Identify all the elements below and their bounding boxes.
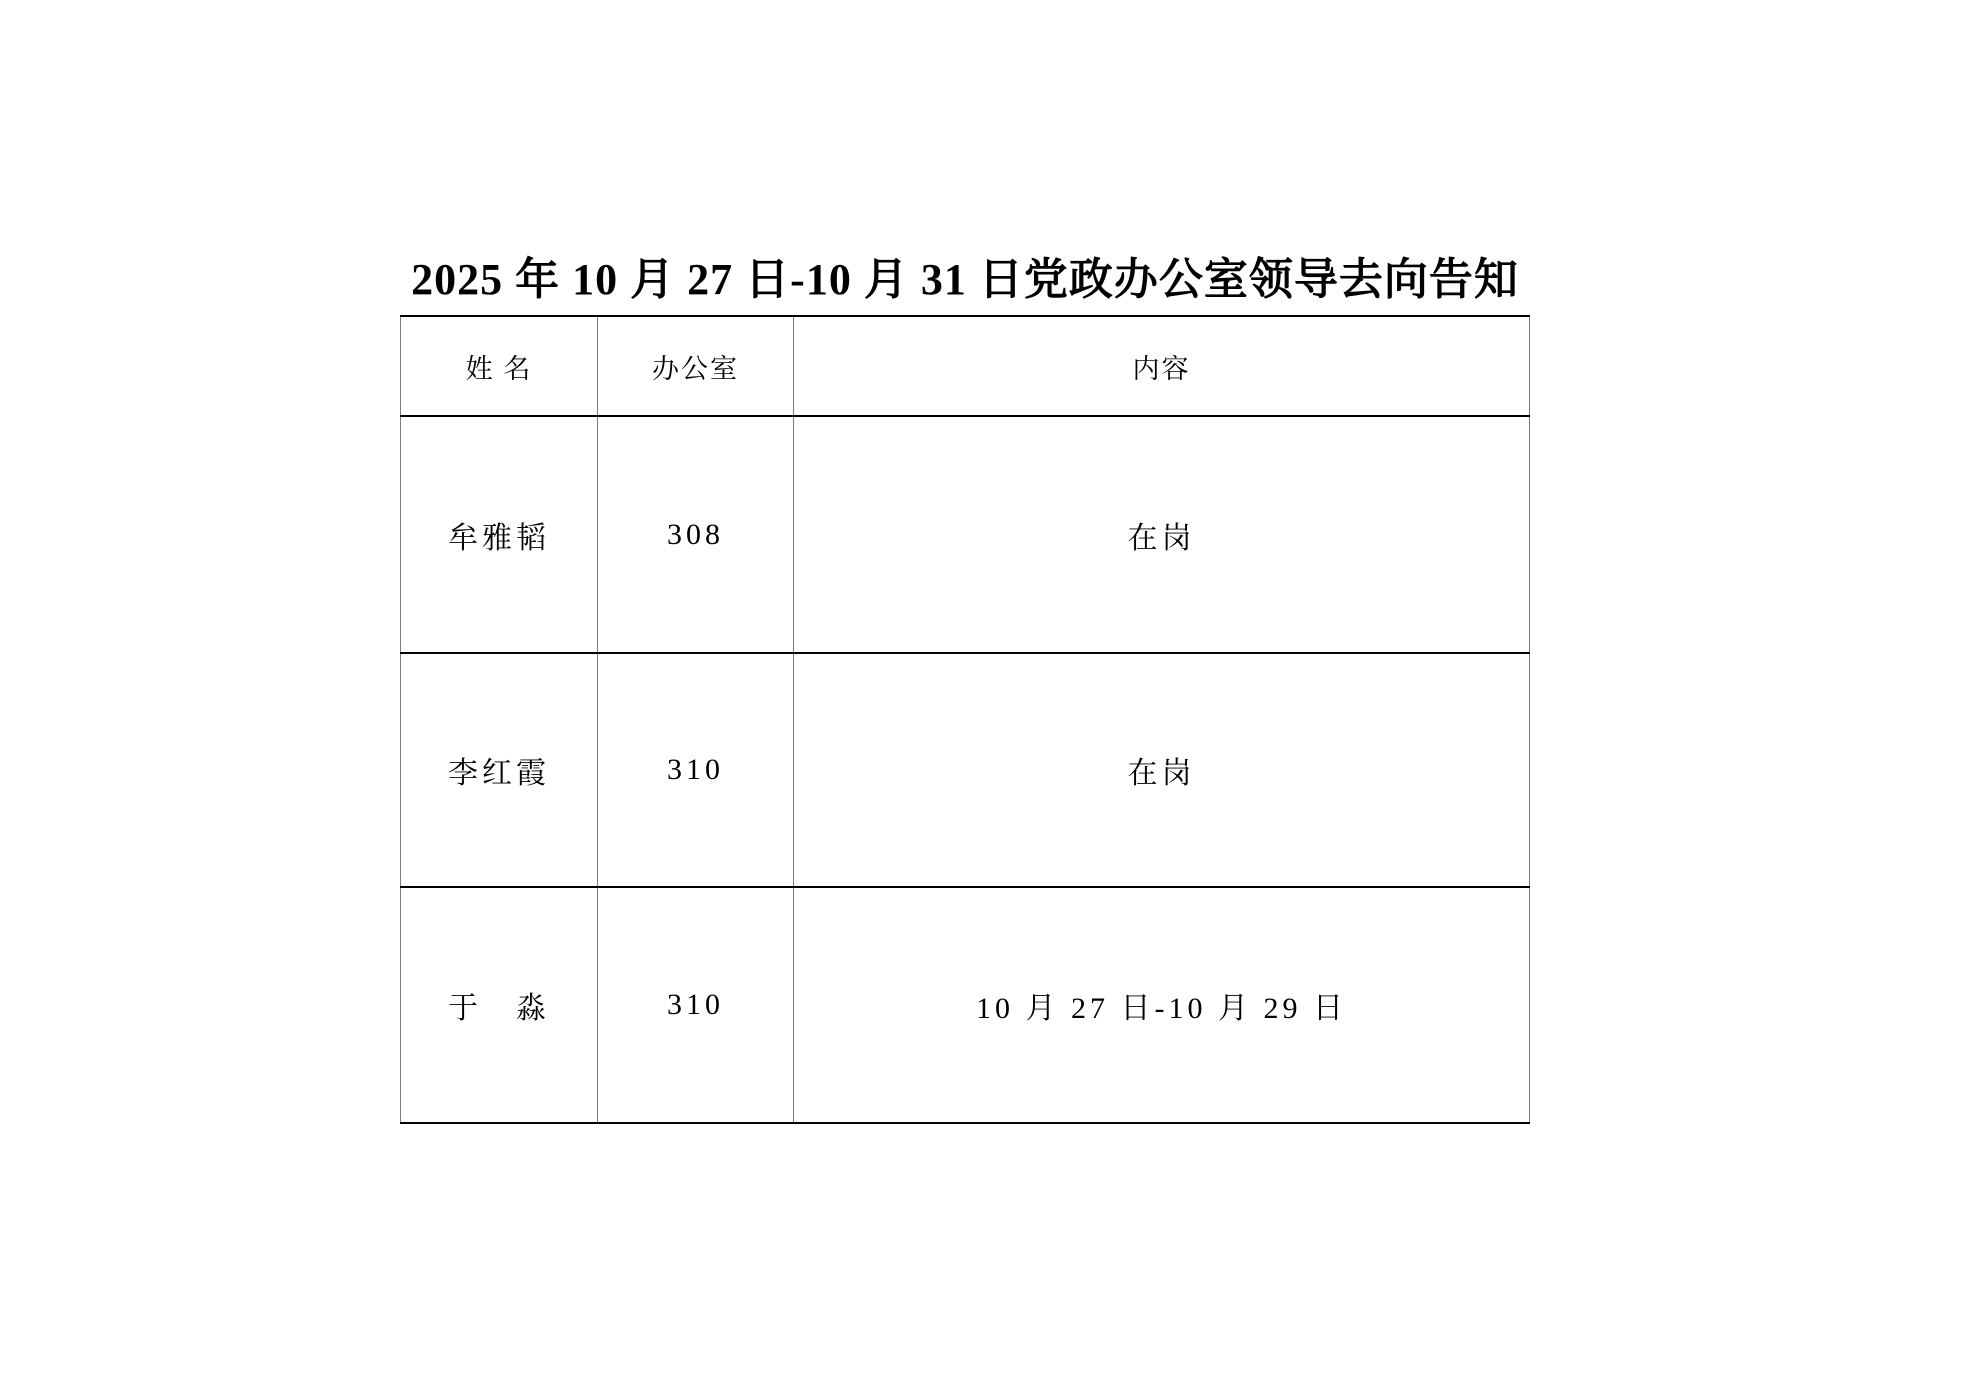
leader-schedule-table (400, 315, 1530, 1124)
header-cell-content: 内容 (794, 316, 1530, 416)
header-cell-name: 姓 名 (401, 316, 598, 416)
cell-content: 10 月 27 日-10 月 29 日 (794, 887, 1530, 1123)
table-header-row (401, 316, 1530, 416)
cell-office: 308 (598, 416, 794, 653)
cell-name: 于 淼 (401, 887, 598, 1123)
cell-office: 310 (598, 887, 794, 1123)
cell-content: 在岗 (794, 653, 1530, 887)
cell-name: 李红霞 (401, 653, 598, 887)
document-title: 2025 年 10 月 27 日-10 月 31 日党政办公室领导去向告知 (411, 255, 1519, 304)
cell-content: 在岗 (794, 416, 1530, 653)
table-row (401, 653, 1530, 887)
cell-office: 310 (598, 653, 794, 887)
header-cell-office: 办公室 (598, 316, 794, 416)
table-row (401, 416, 1530, 653)
cell-name: 牟雅韬 (401, 416, 598, 653)
table-row (401, 887, 1530, 1123)
